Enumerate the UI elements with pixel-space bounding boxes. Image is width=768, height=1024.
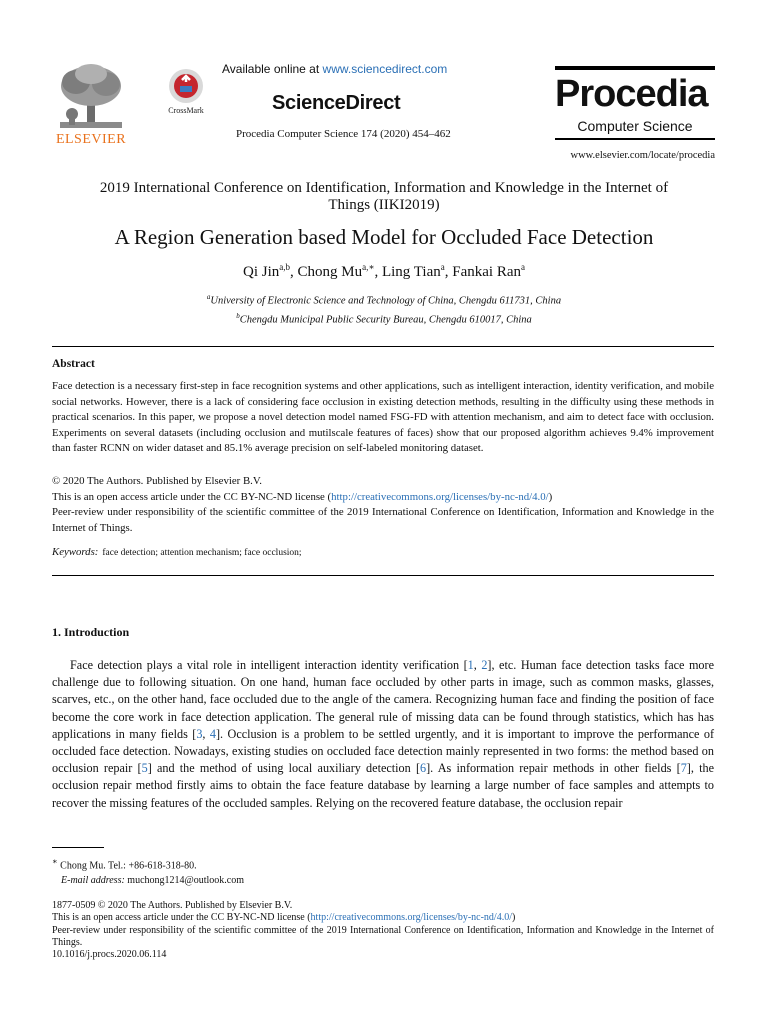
keywords-line (52, 546, 714, 558)
introduction-paragraph (52, 657, 714, 812)
front-license-link[interactable]: http://creativecommons.org/licenses/by-nc-nd/4.0/ (310, 912, 512, 924)
keywords-value: face detection; attention mechanism; face occlusion; (102, 548, 302, 558)
sciencedirect-link[interactable]: www.sciencedirect.com (322, 62, 448, 76)
procedia-bottom-rule (555, 138, 715, 140)
intro-text: , (202, 726, 210, 741)
intro-text: ] and the method of using local auxiliary detection [ (147, 761, 420, 776)
procedia-top-rule (555, 66, 715, 70)
intro-text: ]. Occlusion is a problem to be settled urgently, and it is important to improve the performance of occluded face detection. Nowadays, existing studies on occluded face detection mainly represented in two forms: the method based on occlusion repair [ (52, 726, 715, 776)
license-link[interactable]: http://creativecommons.org/licenses/by-nc-nd/4.0/ (331, 490, 549, 503)
affiliation: $^a$University of Electronic Science and Technology of China, Chengdu 611731, China (206, 293, 562, 307)
available-online-line (222, 62, 447, 76)
front-license-line: This is an open access article under the CC BY-NC-ND license (http://creativecommons.org/licenses/by-nc-nd/4.0/) (52, 912, 516, 924)
intro-text: , (473, 658, 482, 672)
affiliations (52, 290, 716, 327)
conference-line-2: Things (IIKI2019) (328, 197, 440, 213)
author-list (52, 262, 716, 281)
citation-link[interactable]: 7 (680, 761, 687, 776)
author: Chong $Mu^{a,∗}$, (297, 262, 382, 280)
abstract-top-rule (52, 346, 714, 347)
available-prefix: Available online at (222, 62, 323, 76)
citation-link[interactable]: 3 (196, 726, 203, 741)
doi-line[interactable]: 10.1016/j.procs.2020.06.114 (52, 949, 167, 961)
corresponding-author-footnote (52, 854, 714, 888)
email-address[interactable]: muchong1214@outlook.com (127, 875, 244, 887)
procedia-brand: Procedia (555, 73, 708, 115)
citation-link[interactable]: 4 (209, 726, 216, 741)
front-peer-review-line: Peer-review under responsibility of the scientific committee of the 2019 International Conference on Identification, Information and Knowledge in the Internet of Things. (52, 924, 714, 948)
procedia-subtitle: Computer Science (577, 118, 693, 134)
intro-text: ]. As information repair methods in other fields [ (426, 761, 681, 776)
citation-link[interactable]: 5 (141, 761, 148, 776)
front-matter-block (52, 900, 714, 961)
author: Qi Jin$^{a,b}$, (242, 262, 298, 280)
issn-line: 1877-0509 © 2020 The Authors. Published by Elsevier B.V. (52, 900, 293, 911)
abstract-bottom-rule (52, 575, 714, 576)
conference-line-1: 2019 International Conference on Identification, Information and Knowledge in the Internet of (99, 180, 669, 196)
copyright-line: © 2020 The Authors. Published by Elsevier B.V. (52, 475, 262, 487)
footnote-contact: ∗ Chong Mu. Tel.: +86-618-318-80. (52, 857, 197, 872)
elsevier-wordmark: ELSEVIER (55, 132, 127, 147)
peer-review-line: Peer-review under responsibility of the scientific committee of the 2019 International Conference on Identification, Information and Knowledge in the Internet of Things. (52, 506, 714, 534)
citation-link[interactable]: 6 (420, 761, 427, 776)
journal-citation: Procedia Computer Science 174 (2020) 454–462 (236, 128, 451, 140)
citation-link[interactable]: 1 (467, 658, 474, 672)
crossmark-label: CrossMark (168, 106, 204, 115)
author: Ling Tian$^a$, (381, 262, 453, 280)
conference-name (52, 180, 716, 214)
abstract-heading: Abstract (52, 358, 95, 370)
author: Fankai Ran$^a$ (452, 262, 525, 280)
license-line: This is an open access article under the CC BY-NC-ND license (http://creativecommons.org/licenses/by-nc-nd/4.0/) (52, 490, 553, 503)
citation-link[interactable]: 2 (481, 658, 488, 672)
intro-text: ], etc. Human face detection tasks face more challenge due to following situation. On one hand, human face occluded by other parts in image, such as common masks, glasses, scarves, etc., on the other hand, face occluded due to the angle of the camera. Recognizing human face and finding the position of face become the core work in face detection application. The general rule of missing data can be found through statistics, which has has applications in many fields [ (52, 658, 714, 741)
affiliation: $^b$Chengdu Municipal Public Security Bureau, Chengdu 610017, China (236, 311, 532, 325)
paper-title: A Region Generation based Model for Occluded Face Detection (114, 225, 654, 249)
journal-url[interactable]: www.elsevier.com/locate/procedia (570, 150, 715, 161)
footnote-rule (52, 847, 104, 848)
sciencedirect-brand: ScienceDirect (272, 92, 401, 114)
abstract-text: Face detection is a necessary first-step in face recognition systems and other applications, such as intelligent interaction, identity verification, and mobile social networks. However, there is a lack of considering face occlusion in existing detection methods, resulting in the difficulty using these methods in practical scenarios. In this paper, we propose a novel detection model named FSG-FD with attention mechanism, and aim to detect face with occlusion. Experiments on several datasets (including occlusion and mutilscale features of faces) show that our proposed algorithm achieves 9.4% improvement than faster RCNN on wider dataset and 85.1% average precision on self-labeled monitoring dataset. (52, 380, 714, 454)
copyright-block (52, 474, 714, 536)
footnote-email: E-mail address: muchong1214@outlook.com (61, 875, 244, 887)
intro-text: ], the occlusion repair method firstly aims to obtain the face feature database by learning a large number of face samples and attempts to recover the missing features of the occluded samples. Relying on the recovered feature database, the occlusion repair (52, 761, 714, 810)
section-heading-introduction: 1. Introduction (52, 625, 130, 639)
intro-text: Face detection plays a vital role in intelligent interaction identity verification [ (70, 658, 468, 672)
keywords-label: Keywords: (52, 546, 99, 558)
